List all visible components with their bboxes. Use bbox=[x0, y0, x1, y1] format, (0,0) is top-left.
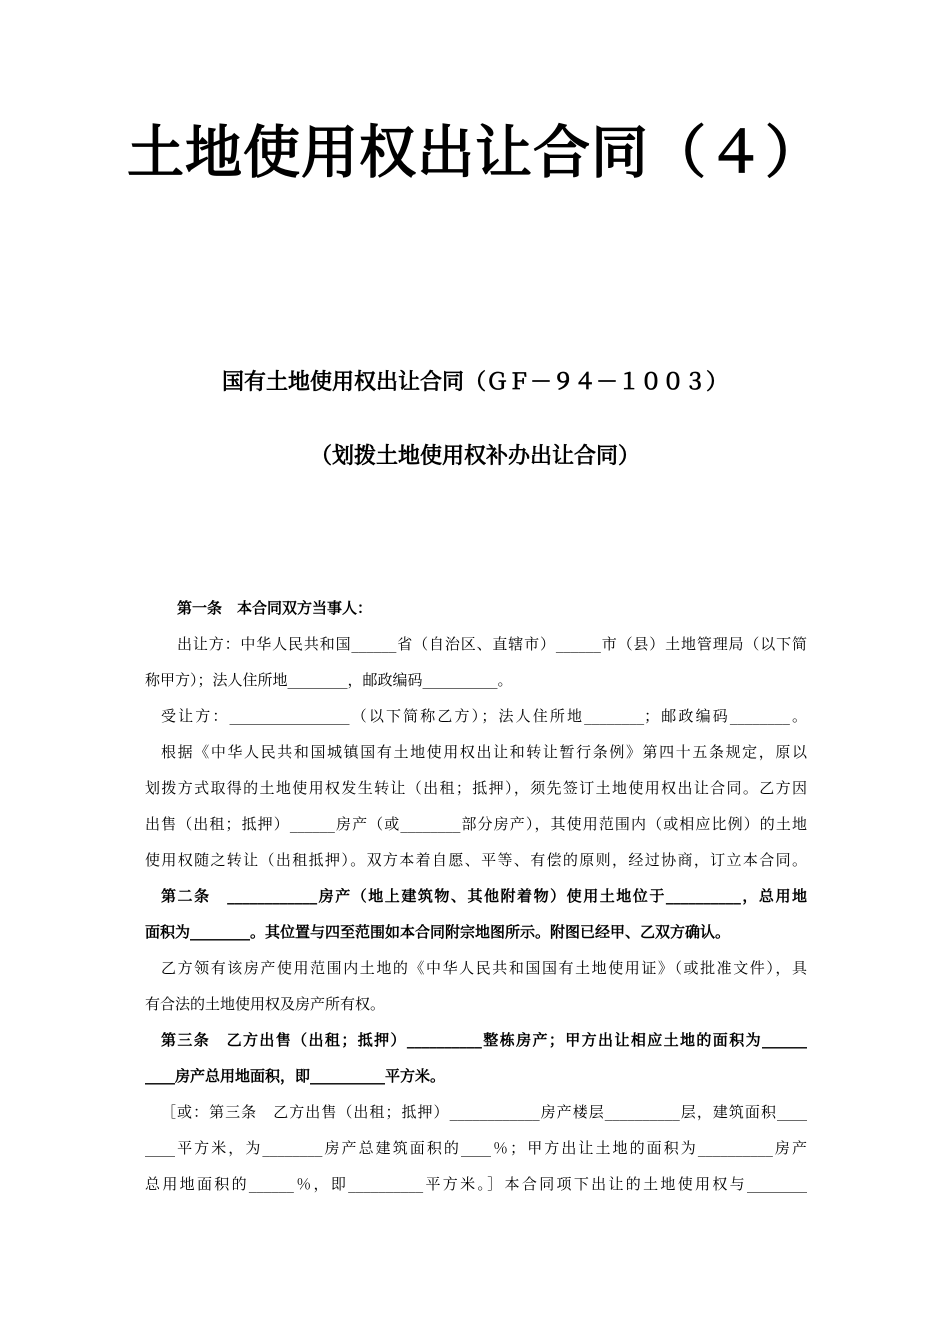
contract-body bbox=[145, 590, 807, 1202]
body-line: 根据《中华人民共和国城镇国有土地使用权出让和转让暂行条例》第四十五条规定，原以 bbox=[161, 743, 807, 761]
document-title: 土地使用权出让合同（４） bbox=[127, 120, 823, 186]
body-line: 称甲方）；法人住所地________，邮政编码__________。 bbox=[145, 671, 513, 689]
article-3-line: ____房产总用地面积，即__________平方米。 bbox=[145, 1067, 446, 1085]
body-line: 出让方：中华人民共和国______省（自治区、直辖市）______市（县）土地管理局（以下简 bbox=[177, 635, 807, 653]
body-line: 出售（出租；抵押）______房产（或________部分房产），其使用范围内（或相应比例）的土地 bbox=[145, 815, 807, 833]
article-3-heading: 第三条 乙方出售（出租；抵押）__________整栋房产；甲方出让相应土地的面积为______ bbox=[161, 1031, 807, 1049]
contract-type: （划拨土地使用权补办出让合同） bbox=[309, 444, 640, 469]
body-line: 划拨方式取得的土地使用权发生转让（出租；抵押），须先签订土地使用权出让合同。乙方因 bbox=[145, 779, 807, 797]
contract-name: 国有土地使用权出让合同（ＧＦ－９４－１００３） bbox=[221, 370, 728, 395]
article-2-heading: 第二条 ____________房产（地上建筑物、其他附着物）使用土地位于__________，总用地 bbox=[161, 887, 807, 905]
article-1-heading: 第一条 本合同双方当事人： bbox=[177, 599, 373, 617]
body-line: 受让方：________________（以下简称乙方）；法人住所地________；邮政编码________。 bbox=[161, 707, 807, 725]
body-line: 乙方领有该房产使用范围内土地的《中华人民共和国国有土地使用证》（或批准文件），具 bbox=[161, 959, 807, 977]
article-2-line: 面积为________。其位置与四至范围如本合同附宗地图所示。附图已经甲、乙双方确认。 bbox=[145, 923, 731, 941]
body-line: 使用权随之转让（出租抵押）。双方本着自愿、平等、有偿的原则，经过协商，订立本合同。 bbox=[145, 851, 807, 869]
body-line: 有合法的土地使用权及房产所有权。 bbox=[145, 995, 386, 1013]
body-line: ____平方米，为________房产总建筑面积的____％；甲方出让土地的面积为__________房产 bbox=[145, 1139, 807, 1157]
body-line: 总用地面积的______％，即__________平方米。］本合同项下出让的土地使用权与________ bbox=[145, 1175, 807, 1193]
body-line: ［或：第三条 乙方出售（出租；抵押）____________房产楼层__________层，建筑面积____ bbox=[161, 1103, 807, 1121]
